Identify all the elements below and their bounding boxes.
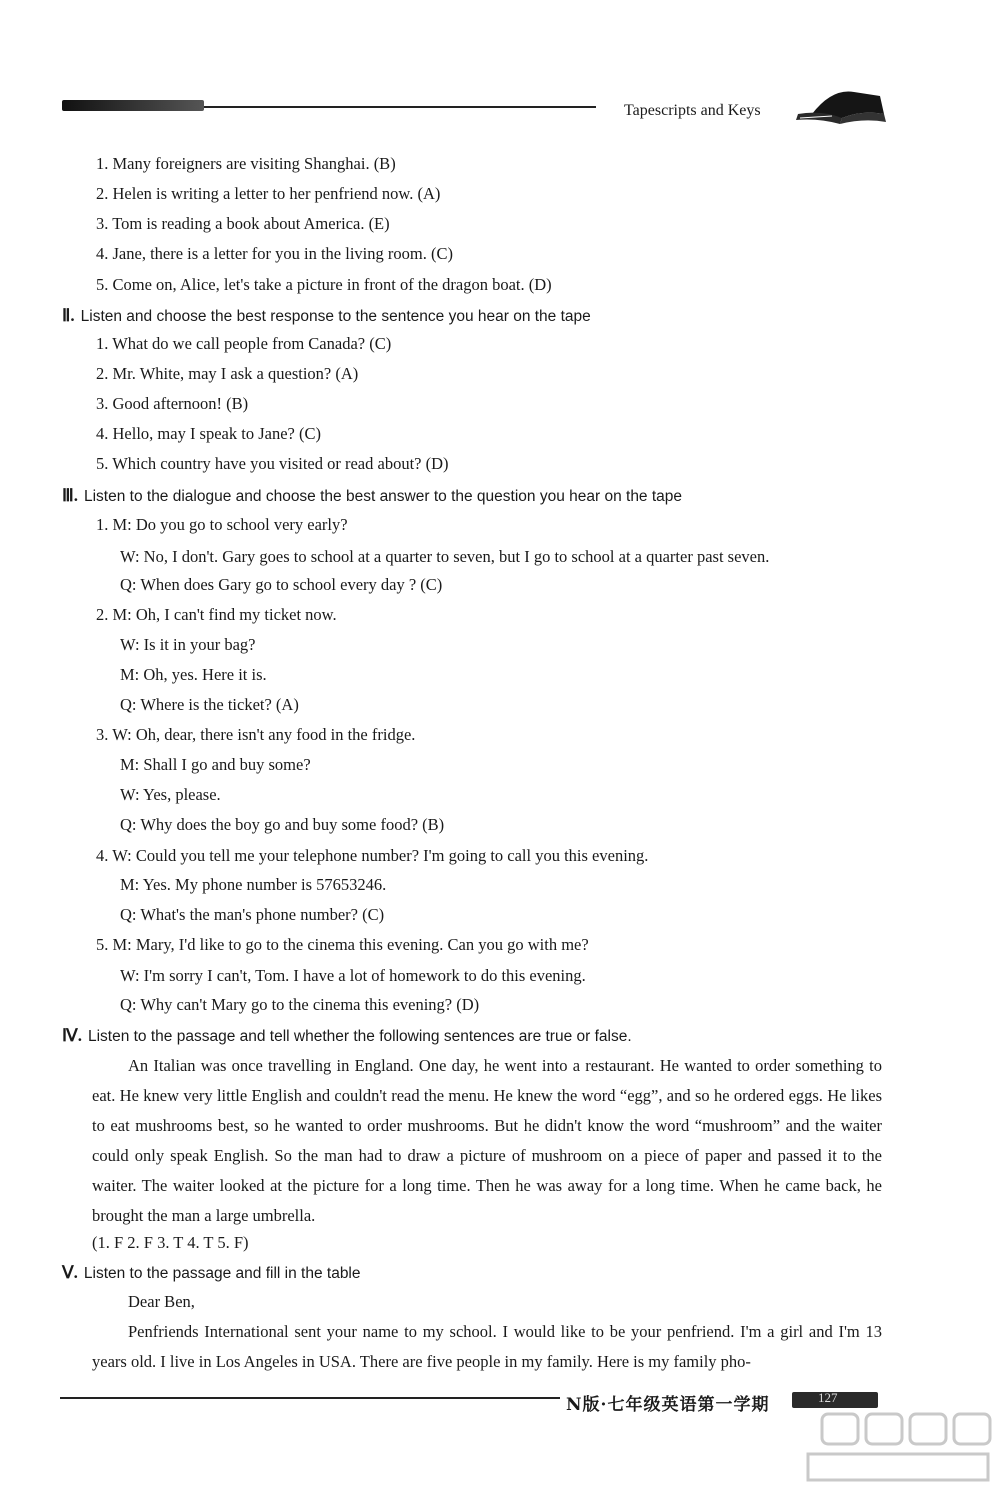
- section-number: Ⅲ.: [62, 486, 78, 505]
- list-item: 3. Good afternoon! (B): [96, 394, 249, 413]
- header-rule: [204, 106, 596, 108]
- passage-paragraph: An Italian was once travelling in England. One day, he went into a restaurant. He wanted to order something to eat. He knew very little English and couldn't read the menu. He knew the word “egg”, and so he ordered eggs. He likes to eat mushrooms best, so he wanted to order mushrooms. But he didn't know the word “mushroom” and the waiter could only speak English. So the man had to draw a picture of mushroom on a piece of paper and passed it to the waiter. The waiter looked at the picture for a long time. Then he was away for a long time. When he came back, he brought the man a large umbrella.: [92, 1056, 882, 1225]
- list-item: 5. Come on, Alice, let's take a picture in front of the dragon boat. (D): [96, 275, 552, 294]
- dialogue-line: 5. M: Mary, I'd like to go to the cinema this evening. Can you go with me?: [96, 935, 589, 954]
- dialogue-line: Q: Where is the ticket? (A): [120, 695, 299, 714]
- list-item: 2. Helen is writing a letter to her penfriend now. (A): [96, 184, 441, 203]
- book-icon: [792, 84, 892, 130]
- list-item: 1. Many foreigners are visiting Shanghai. (B): [96, 154, 396, 173]
- dialogue-line: 3. W: Oh, dear, there isn't any food in the fridge.: [96, 725, 416, 744]
- dialogue-line: 1. M: Do you go to school very early?: [96, 515, 348, 534]
- list-item: 4. Jane, there is a letter for you in the living room. (C): [96, 244, 453, 263]
- dialogue-line: M: Yes. My phone number is 57653246.: [120, 875, 387, 894]
- dialogue-line: Q: When does Gary go to school every day ? (C): [120, 575, 443, 594]
- section-title: Listen to the passage and fill in the table: [83, 1265, 361, 1282]
- list-item: 4. Hello, may I speak to Jane? (C): [96, 424, 321, 443]
- list-item: 1. What do we call people from Canada? (C): [96, 334, 392, 353]
- watermark-logo: [800, 1410, 996, 1486]
- dialogue-line: Q: Why can't Mary go to the cinema this evening? (D): [120, 995, 480, 1014]
- section-heading: [62, 1026, 632, 1047]
- dialogue-line: W: I'm sorry I can't, Tom. I have a lot of homework to do this evening.: [120, 966, 586, 985]
- answer-key: (1. F 2. F 3. T 4. T 5. F): [92, 1233, 249, 1252]
- section-heading: [62, 486, 682, 507]
- dialogue-line: Q: What's the man's phone number? (C): [120, 905, 385, 924]
- header-decorative-bar: [62, 100, 204, 111]
- passage-paragraph: Penfriends International sent your name to my school. I would like to be your penfriend. I'm a girl and I'm 13 years old. I live in Los Angeles in USA. There are five people in my family. Here is my family pho-: [92, 1322, 882, 1371]
- dialogue-line: 4. W: Could you tell me your telephone number? I'm going to call you this evening.: [96, 846, 649, 865]
- header-title: Tapescripts and Keys: [624, 102, 761, 119]
- section-number: Ⅴ.: [62, 1263, 78, 1282]
- section-heading: [62, 306, 591, 327]
- list-item: 3. Tom is reading a book about America. (E): [96, 214, 390, 233]
- dialogue-line: Q: Why does the boy go and buy some food? (B): [120, 815, 445, 834]
- dialogue-line: M: Shall I go and buy some?: [120, 755, 311, 774]
- section-number: Ⅳ.: [62, 1026, 82, 1045]
- letter-greeting: Dear Ben,: [128, 1292, 195, 1311]
- section-number: Ⅱ.: [62, 306, 75, 325]
- list-item: 5. Which country have you visited or read about? (D): [96, 454, 449, 473]
- footer-rule: [60, 1397, 560, 1399]
- footer-book-title: N版·七年级英语第一学期: [566, 1395, 770, 1415]
- section-title: Listen to the passage and tell whether the following sentences are true or false.: [87, 1028, 632, 1045]
- list-item: 2. Mr. White, may I ask a question? (A): [96, 364, 359, 383]
- section-title: Listen and choose the best response to the sentence you hear on the tape: [80, 308, 591, 325]
- dialogue-line: W: Is it in your bag?: [120, 635, 256, 654]
- dialogue-line: W: Yes, please.: [120, 785, 221, 804]
- dialogue-line: W: No, I don't. Gary goes to school at a quarter to seven, but I go to school at a quarter past seven.: [120, 547, 770, 566]
- section-heading: [62, 1263, 361, 1284]
- section-title: Listen to the dialogue and choose the best answer to the question you hear on the tape: [83, 488, 683, 505]
- page-number: 127: [818, 1390, 838, 1405]
- dialogue-line: M: Oh, yes. Here it is.: [120, 665, 267, 684]
- dialogue-line: 2. M: Oh, I can't find my ticket now.: [96, 605, 337, 624]
